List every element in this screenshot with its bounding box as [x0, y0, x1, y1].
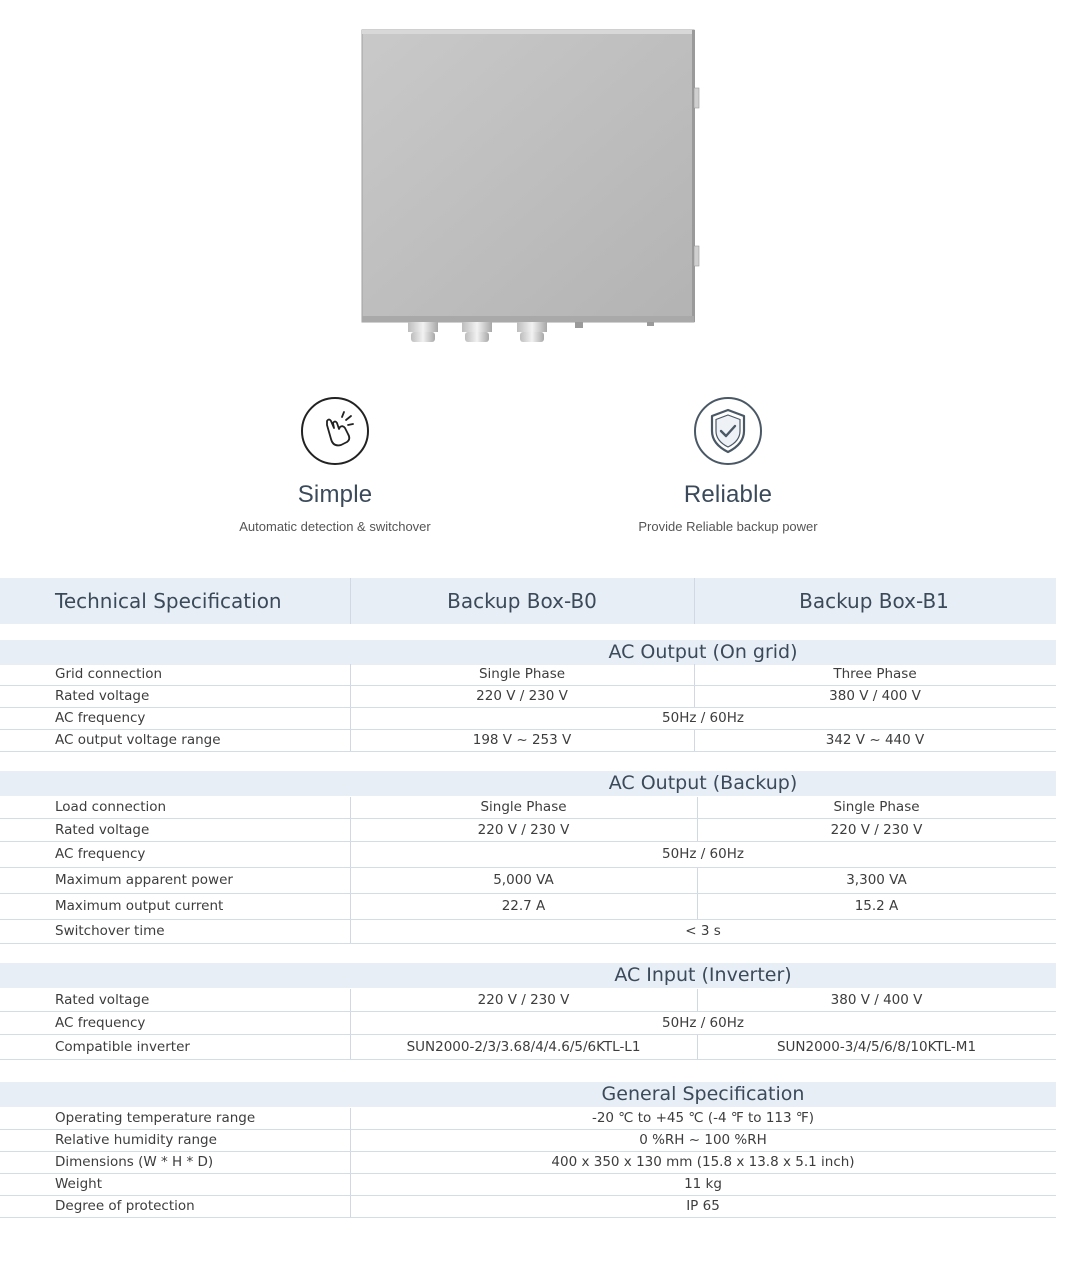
table-row [0, 730, 1056, 752]
section-title: AC Input (Inverter) [614, 964, 792, 986]
feature-title: Simple [297, 481, 373, 508]
table-row [0, 1035, 1056, 1060]
value-b0: 22.7 A [501, 898, 546, 914]
row-label: AC frequency [55, 1015, 146, 1031]
row-label: Load connection [55, 799, 167, 815]
row-label: Rated voltage [55, 688, 150, 704]
value-b1: 342 V ~ 440 V [825, 732, 925, 748]
table-row [0, 1012, 1056, 1035]
feature-title: Reliable [683, 481, 773, 508]
finger-snap-icon [299, 395, 371, 467]
row-label: Operating temperature range [55, 1110, 256, 1126]
table-row [0, 894, 1056, 920]
value-b1: 380 V / 400 V [830, 992, 923, 1008]
table-row [0, 868, 1056, 894]
value-both: 50Hz / 60Hz [662, 846, 744, 862]
feature-simple [185, 395, 485, 534]
backup-box-product-image [350, 20, 710, 365]
value-b1: Three Phase [833, 666, 917, 682]
header-b0: Backup Box-B0 [447, 589, 597, 613]
table-row [0, 819, 1056, 842]
value-b0: 198 V ~ 253 V [472, 732, 572, 748]
value-both: -20 ℃ to +45 ℃ (-4 ℉ to 113 ℉) [591, 1110, 815, 1126]
value-both: IP 65 [686, 1198, 720, 1214]
row-label: Relative humidity range [55, 1132, 217, 1148]
section-header [0, 771, 1056, 796]
row-label: AC frequency [55, 846, 146, 862]
table-row [0, 1108, 1056, 1130]
row-label: Grid connection [55, 666, 163, 682]
row-label: Dimensions (W * H * D) [55, 1154, 214, 1170]
section-title: AC Output (On grid) [608, 641, 798, 663]
table-row [0, 1196, 1056, 1218]
table-row [0, 842, 1056, 868]
section-title: General Specification [601, 1083, 805, 1105]
value-both: < 3 s [685, 923, 721, 939]
shield-check-icon [692, 395, 764, 467]
table-row [0, 708, 1056, 730]
row-label: Degree of protection [55, 1198, 195, 1214]
row-label: Maximum apparent power [55, 872, 233, 888]
row-label: AC output voltage range [55, 732, 221, 748]
row-label: Rated voltage [55, 822, 150, 838]
value-b1: 220 V / 230 V [830, 822, 923, 838]
row-label: Weight [55, 1176, 103, 1192]
value-b1: 15.2 A [854, 898, 899, 914]
table-row [0, 1152, 1056, 1174]
value-both: 11 kg [684, 1176, 722, 1192]
table-row [0, 1174, 1056, 1196]
value-b0: Single Phase [478, 666, 566, 682]
feature-description: Provide Reliable backup power [638, 519, 818, 534]
table-row [0, 989, 1056, 1012]
table-row [0, 664, 1056, 686]
table-row [0, 1130, 1056, 1152]
value-b0: 220 V / 230 V [476, 688, 568, 704]
table-row [0, 797, 1056, 819]
section-header [0, 963, 1056, 988]
value-b0: 220 V / 230 V [477, 992, 570, 1008]
table-row [0, 686, 1056, 708]
value-b0: Single Phase [480, 799, 567, 815]
row-label: Rated voltage [55, 992, 150, 1008]
row-label: Switchover time [55, 923, 165, 939]
value-both: 50Hz / 60Hz [662, 1015, 744, 1031]
section-title: AC Output (Backup) [608, 772, 798, 794]
value-b1: SUN2000-3/4/5/6/8/10KTL-M1 [776, 1039, 977, 1055]
value-both: 400 x 350 x 130 mm (15.8 x 13.8 x 5.1 inch) [551, 1154, 855, 1170]
section-header [0, 640, 1056, 665]
value-b1: Single Phase [833, 799, 920, 815]
row-label: Compatible inverter [55, 1039, 190, 1055]
feature-reliable [578, 395, 878, 534]
value-b0: SUN2000-2/3/3.68/4/4.6/5/6KTL-L1 [406, 1039, 641, 1055]
value-both: 0 %RH ~ 100 %RH [639, 1132, 767, 1148]
table-row [0, 920, 1056, 944]
header-b1: Backup Box-B1 [799, 589, 949, 613]
feature-description: Automatic detection & switchover [239, 519, 431, 534]
value-both: 50Hz / 60Hz [662, 710, 744, 726]
table-header [0, 578, 1056, 624]
value-b0: 220 V / 230 V [477, 822, 570, 838]
row-label: AC frequency [55, 710, 146, 726]
section-header [0, 1082, 1056, 1107]
value-b1: 3,300 VA [846, 872, 907, 888]
header-spec: Technical Specification [55, 589, 282, 613]
value-b0: 5,000 VA [493, 872, 554, 888]
value-b1: 380 V / 400 V [829, 688, 921, 704]
row-label: Maximum output current [55, 898, 224, 914]
